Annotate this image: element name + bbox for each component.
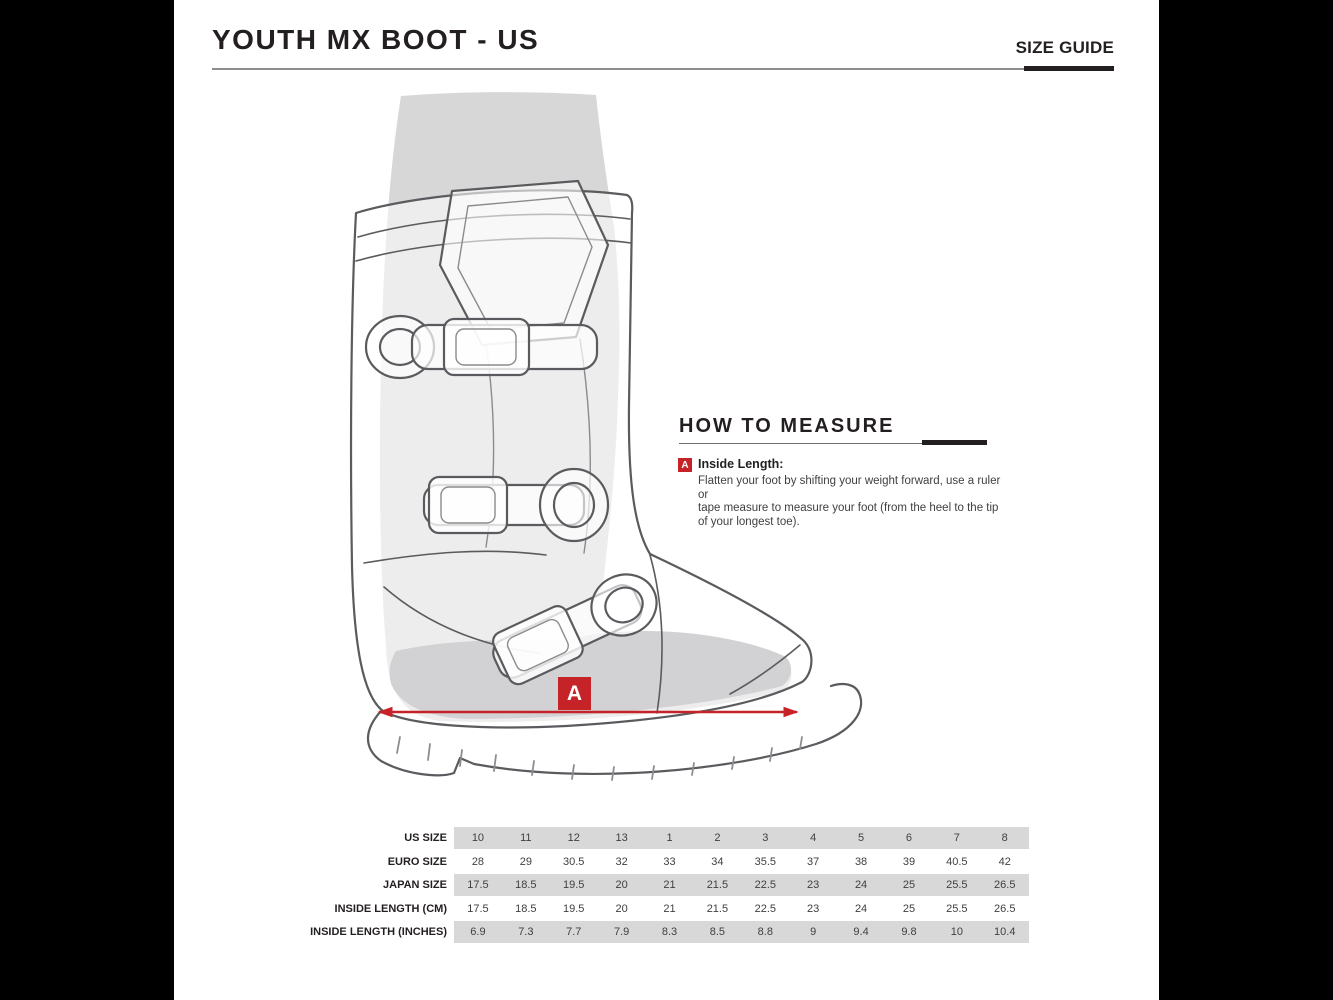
size-value-cell: 7.9 [598,921,646,943]
size-value-cell: 25.5 [933,874,981,896]
size-guide-label: SIZE GUIDE [1015,38,1114,57]
how-to-measure-heading: HOW TO MEASURE [679,415,895,437]
size-value-cell: 5 [837,827,885,849]
how-to-measure-divider-accent [922,440,987,445]
size-value-cell: 20 [598,874,646,896]
inside-length-description [698,475,1008,529]
size-value-cell: 7.7 [550,921,598,943]
size-value-cell: 21 [646,898,694,920]
size-value-cell: 23 [789,898,837,920]
size-value-cell: 18.5 [502,874,550,896]
size-value-cell: 10 [933,921,981,943]
row-label: INSIDE LENGTH (CM) [334,902,447,915]
size-value-cell: 17.5 [454,874,502,896]
inside-length-title: Inside Length: [698,457,784,471]
boot-illustration-icon [334,85,874,795]
row-label: US SIZE [404,832,447,844]
description-line: of your longest toe). [698,515,800,528]
title-divider [212,68,1024,70]
size-value-cell: 6.9 [454,921,502,943]
size-value-cell: 12 [550,827,598,849]
size-value-cell: 3 [741,827,789,849]
size-value-cell: 33 [646,851,694,873]
size-value-cell: 4 [789,827,837,849]
table-row [214,921,1029,943]
size-value-cell: 26.5 [981,874,1029,896]
page-title: YOUTH MX BOOT - US [212,24,540,55]
measure-marker-badge: A [558,677,591,710]
size-value-cell: 21 [646,874,694,896]
size-value-cell: 2 [693,827,741,849]
size-value-cell: 29 [502,851,550,873]
size-value-cell: 25.5 [933,898,981,920]
size-value-cell: 38 [837,851,885,873]
size-value-cell: 26.5 [981,898,1029,920]
size-value-cell: 11 [502,827,550,849]
size-value-cell: 22.5 [741,898,789,920]
size-value-cell: 22.5 [741,874,789,896]
how-to-measure-divider [679,443,922,444]
description-line: Flatten your foot by shifting your weight forward, use a ruler or [698,475,1001,501]
inside-length-marker: A [678,458,692,472]
size-value-cell: 40.5 [933,851,981,873]
size-value-cell: 23 [789,874,837,896]
size-value-cell: 9.8 [885,921,933,943]
size-value-cell: 8.5 [693,921,741,943]
size-value-cell: 8 [981,827,1029,849]
size-value-cell: 24 [837,874,885,896]
size-value-cell: 13 [598,827,646,849]
size-value-cell: 18.5 [502,898,550,920]
size-value-cell: 17.5 [454,898,502,920]
size-value-cell: 7.3 [502,921,550,943]
size-value-cell: 19.5 [550,898,598,920]
size-value-cell: 35.5 [741,851,789,873]
size-value-cell: 6 [885,827,933,849]
boot-diagram [334,85,874,795]
size-value-cell: 24 [837,898,885,920]
description-line: tape measure to measure your foot (from the heel to the tip [698,502,999,514]
size-value-cell: 28 [454,851,502,873]
size-value-cell: 42 [981,851,1029,873]
size-value-cell: 25 [885,898,933,920]
size-value-cell: 30.5 [550,851,598,873]
size-table [214,827,1029,945]
size-value-cell: 25 [885,874,933,896]
row-label: EURO SIZE [387,855,447,868]
size-value-cell: 10.4 [981,921,1029,943]
size-value-cell: 21.5 [693,898,741,920]
size-value-cell: 20 [598,898,646,920]
size-guide-underline [1024,66,1114,71]
size-guide-page [174,0,1159,1000]
size-value-cell: 1 [646,827,694,849]
size-value-cell: 32 [598,851,646,873]
size-value-cell: 9 [789,921,837,943]
table-row [214,874,1029,896]
size-value-cell: 37 [789,851,837,873]
size-value-cell: 21.5 [693,874,741,896]
size-value-cell: 34 [693,851,741,873]
table-row [214,851,1029,873]
size-value-cell: 7 [933,827,981,849]
row-label: JAPAN SIZE [383,879,447,891]
table-row [214,898,1029,920]
table-row [214,827,1029,849]
size-value-cell: 10 [454,827,502,849]
size-value-cell: 9.4 [837,921,885,943]
size-value-cell: 39 [885,851,933,873]
size-value-cell: 8.3 [646,921,694,943]
row-label: INSIDE LENGTH (INCHES) [310,926,447,938]
size-value-cell: 19.5 [550,874,598,896]
size-value-cell: 8.8 [741,921,789,943]
